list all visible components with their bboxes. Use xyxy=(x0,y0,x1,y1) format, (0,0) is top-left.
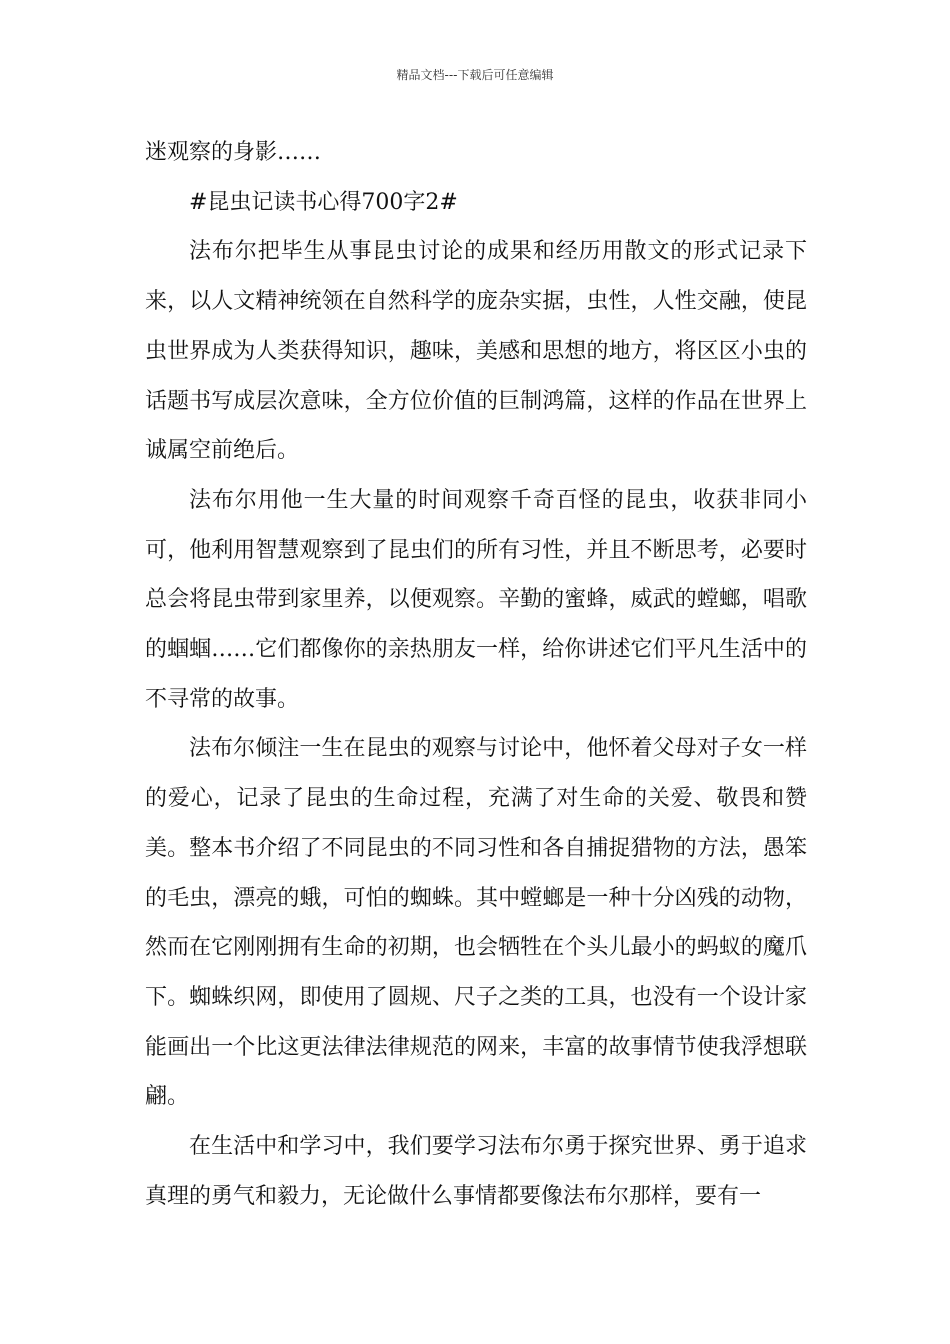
paragraph: 法布尔倾注一生在昆虫的观察与讨论中，他怀着父母对子女一样的爱心，记录了昆虫的生命过程，充满了对生命的关爱、敬畏和赞美。整本书介绍了不同昆虫的不同习性和各自捕捉猎物的方法，愚笨的毛虫，漂亮的蛾，可怕的蜘蛛。其中螳螂是一种十分凶残的动物，然而在它刚刚拥有生命的初期，也会牺牲在个头儿最小的蚂蚁的魔爪下。蜘蛛织网，即使用了圆规、尺子之类的工具，也没有一个设计家能画出一个比这更法律法律规范的网来，丰富的故事情节使我浮想联翩。 xyxy=(145,736,807,1110)
paragraph-continuation: 迷观察的身影…… xyxy=(145,140,322,165)
document-body xyxy=(145,128,807,1221)
page-header: 精品文档---下载后可任意编辑 xyxy=(396,68,554,82)
paragraph: 法布尔用他一生大量的时间观察千奇百怪的昆虫，收获非同小可，他利用智慧观察到了昆虫们的所有习性，并且不断思考，必要时总会将昆虫带到家里养，以便观察。辛勤的蜜蜂，威武的螳螂，唱歌的蝈蝈……它们都像你的亲热朋友一样，给你讲述它们平凡生活中的不寻常的故事。 xyxy=(145,487,807,712)
section-heading: #昆虫记读书心得700字2# xyxy=(189,189,458,215)
paragraph: 在生活中和学习中，我们要学习法布尔勇于探究世界、勇于追求真理的勇气和毅力，无论做什么事情都要像法布尔那样，要有一 xyxy=(145,1134,807,1209)
paragraph: 法布尔把毕生从事昆虫讨论的成果和经历用散文的形式记录下来，以人文精神统领在自然科学的庞杂实据，虫性，人性交融，使昆虫世界成为人类获得知识，趣味，美感和思想的地方，将区区小虫的话题书写成层次意味，全方位价值的巨制鸿篇，这样的作品在世界上诚属空前绝后。 xyxy=(145,239,807,464)
